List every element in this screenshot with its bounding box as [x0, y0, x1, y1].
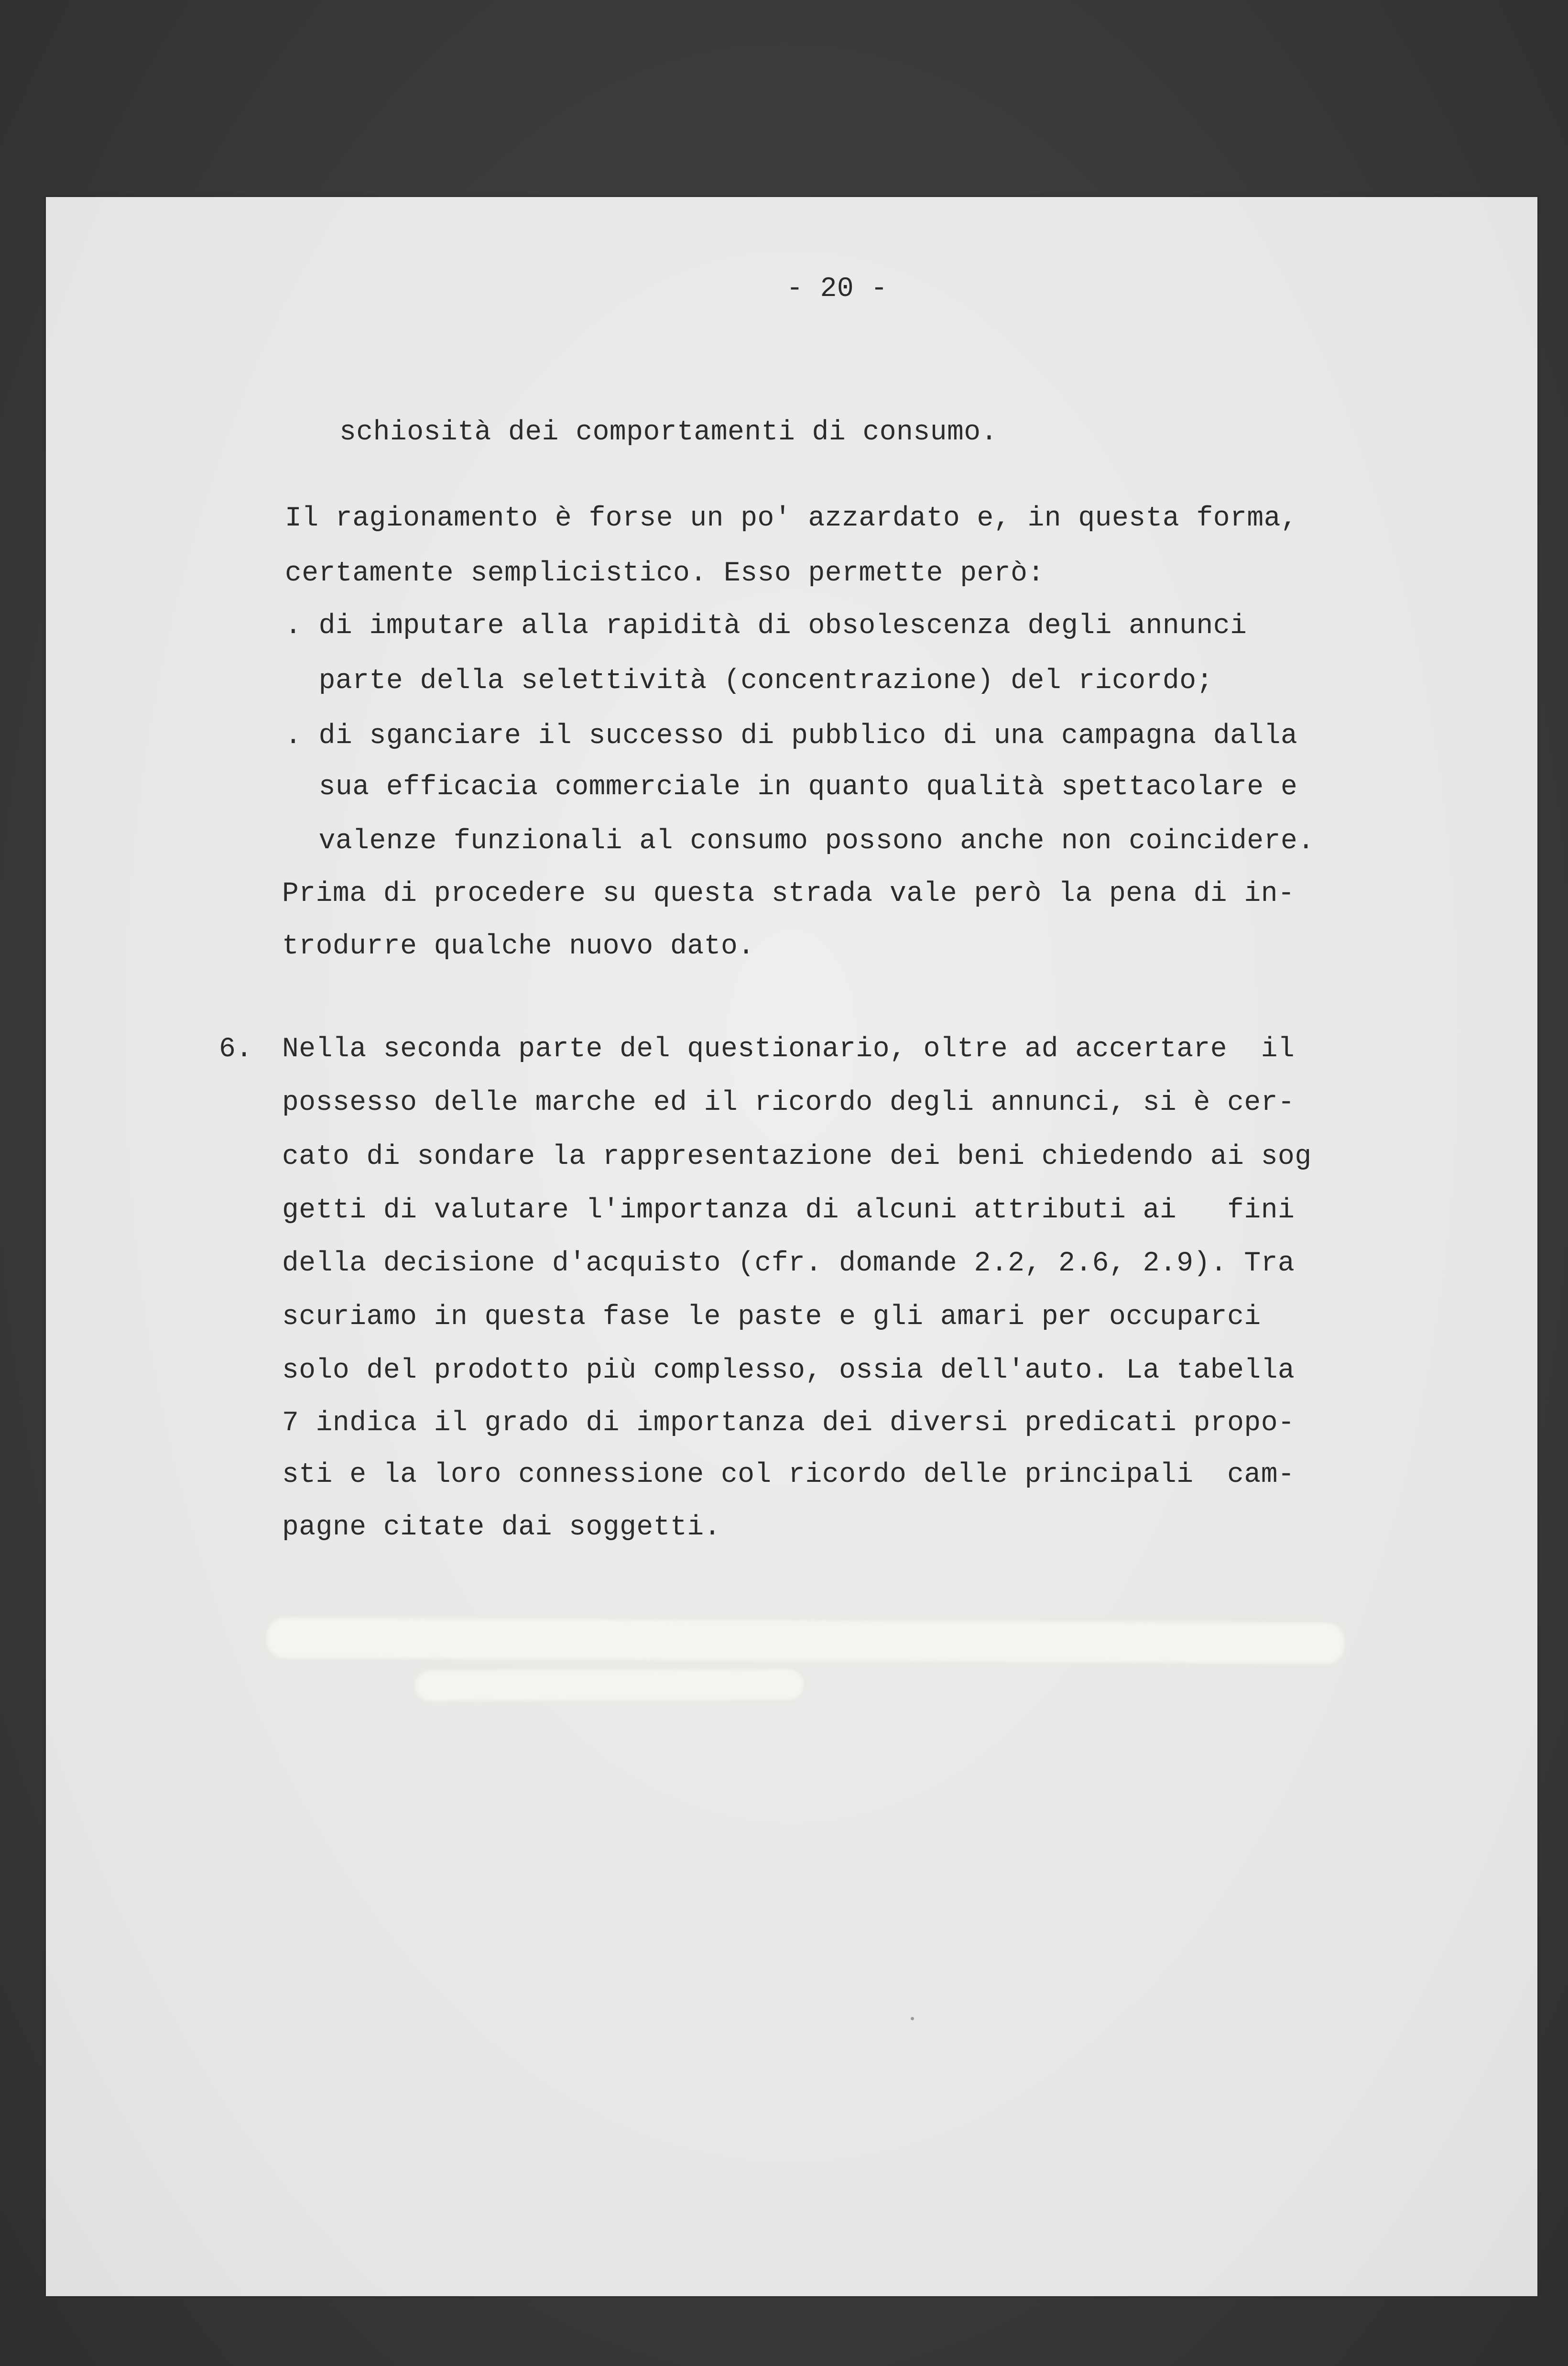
bullet-1-line-1: . di imputare alla rapidità di obsolescenza degli annunci	[285, 611, 1247, 642]
paragraph-2-line-8: Prima di procedere su questa strada vale però la pena di in-	[282, 878, 1295, 909]
paper-speck	[911, 2017, 914, 2020]
paragraph-2-line-2: certamente semplicistico. Esso permette però:	[285, 558, 1045, 589]
section-6-line-1: Nella seconda parte del questionario, oltre ad accertare il	[282, 1034, 1295, 1065]
section-6-line-8: 7 indica il grado di importanza dei diversi predicati propo-	[282, 1408, 1295, 1439]
bullet-2-line-3: valenze funzionali al consumo possono anche non coincidere.	[285, 826, 1315, 857]
section-number: 6.	[219, 1034, 253, 1065]
paragraph-2-line-9: trodurre qualche nuovo dato.	[282, 931, 755, 962]
paragraph-2-line-1: Il ragionamento è forse un po' azzardato e, in questa forma,	[285, 503, 1298, 534]
section-6-line-7: solo del prodotto più complesso, ossia dell'auto. La tabella	[282, 1355, 1295, 1386]
page-number: - 20 -	[786, 274, 888, 305]
section-6-line-4: getti di valutare l'importanza di alcuni attributi ai fini	[282, 1195, 1295, 1226]
section-6-line-5: della decisione d'acquisto (cfr. domande 2.2, 2.6, 2.9). Tra	[282, 1248, 1295, 1279]
bullet-2-line-2: sua efficacia commerciale in quanto qualità spettacolare e	[285, 772, 1298, 803]
bullet-1-line-2: parte della selettività (concentrazione) del ricordo;	[285, 666, 1213, 697]
section-6-line-10: pagne citate dai soggetti.	[282, 1512, 721, 1543]
correction-fluid-mark-small	[414, 1667, 806, 1703]
section-6-line-3: cato di sondare la rappresentazione dei beni chiedendo ai sog	[282, 1141, 1312, 1172]
bullet-2-line-1: . di sganciare il successo di pubblico di una campagna dalla	[285, 721, 1298, 752]
paragraph-1-line-1: schiosità dei comportamenti di consumo.	[339, 417, 998, 448]
section-6-line-2: possesso delle marche ed il ricordo degli annunci, si è cer-	[282, 1087, 1295, 1118]
section-6-line-9: sti e la loro connessione col ricordo delle principali cam-	[282, 1459, 1295, 1490]
section-6-line-6: scuriamo in questa fase le paste e gli amari per occuparci	[282, 1302, 1261, 1333]
correction-fluid-mark	[265, 1616, 1346, 1665]
